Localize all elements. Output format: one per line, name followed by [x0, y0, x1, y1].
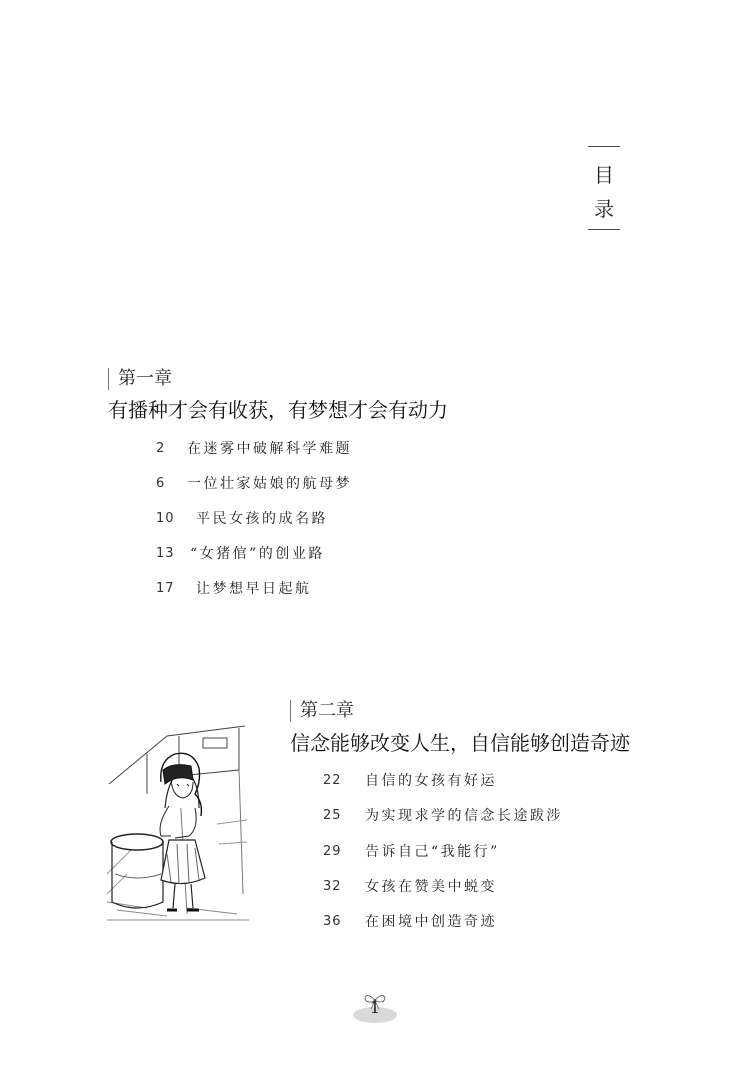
toc-entry[interactable] — [323, 840, 603, 864]
toc-heading-char-2: 录 — [594, 197, 614, 221]
entry-title: 让梦想早日起航 — [196, 581, 312, 597]
chapter-2-title: 信念能够改变人生，自信能够创造奇迹 — [290, 731, 630, 755]
page-number: 1 — [369, 998, 381, 1017]
toc-heading-char-1: 目 — [594, 163, 614, 187]
entry-page-number: 36 — [323, 914, 342, 929]
entry-page-number: 25 — [323, 808, 342, 823]
chapter-2-label: 第二章 — [290, 700, 354, 722]
entry-title: 平民女孩的成名路 — [196, 511, 328, 527]
entry-title: 告诉自己“我能行” — [365, 844, 500, 860]
toc-entry[interactable] — [323, 769, 603, 793]
page-number-badge — [352, 990, 398, 1024]
entry-page-number: 32 — [323, 879, 342, 894]
entry-page-number: 29 — [323, 844, 342, 859]
toc-entry[interactable] — [323, 910, 603, 934]
toc-heading — [588, 146, 620, 230]
toc-entry[interactable] — [156, 577, 416, 601]
entry-title: 女孩在赞美中蜕变 — [365, 879, 497, 895]
entry-page-number: 10 — [156, 511, 175, 526]
entry-title: 一位壮家姑娘的航母梦 — [187, 476, 352, 492]
entry-title: 在困境中创造奇迹 — [365, 914, 497, 930]
entry-title: 自信的女孩有好运 — [365, 773, 497, 789]
toc-entry[interactable] — [156, 507, 416, 531]
entry-page-number: 22 — [323, 773, 342, 788]
chapter-1-title: 有播种才会有收获，有梦想才会有动力 — [108, 398, 448, 422]
toc-entry[interactable] — [323, 804, 603, 828]
toc-entry[interactable] — [156, 472, 416, 496]
entry-title: 为实现求学的信念长途跋涉 — [365, 808, 563, 824]
entry-page-number: 17 — [156, 581, 175, 596]
entry-page-number: 13 — [156, 546, 175, 561]
toc-entry[interactable] — [156, 437, 416, 461]
chapter-1-label: 第一章 — [108, 368, 172, 390]
toc-entry[interactable] — [156, 542, 416, 566]
entry-page-number: 2 — [156, 441, 166, 456]
entry-page-number: 6 — [156, 476, 166, 491]
entry-title: “女猪倌”的创业路 — [190, 546, 325, 562]
entry-title: 在迷雾中破解科学难题 — [187, 441, 352, 457]
toc-entry[interactable] — [323, 875, 603, 899]
girl-illustration — [107, 724, 249, 922]
